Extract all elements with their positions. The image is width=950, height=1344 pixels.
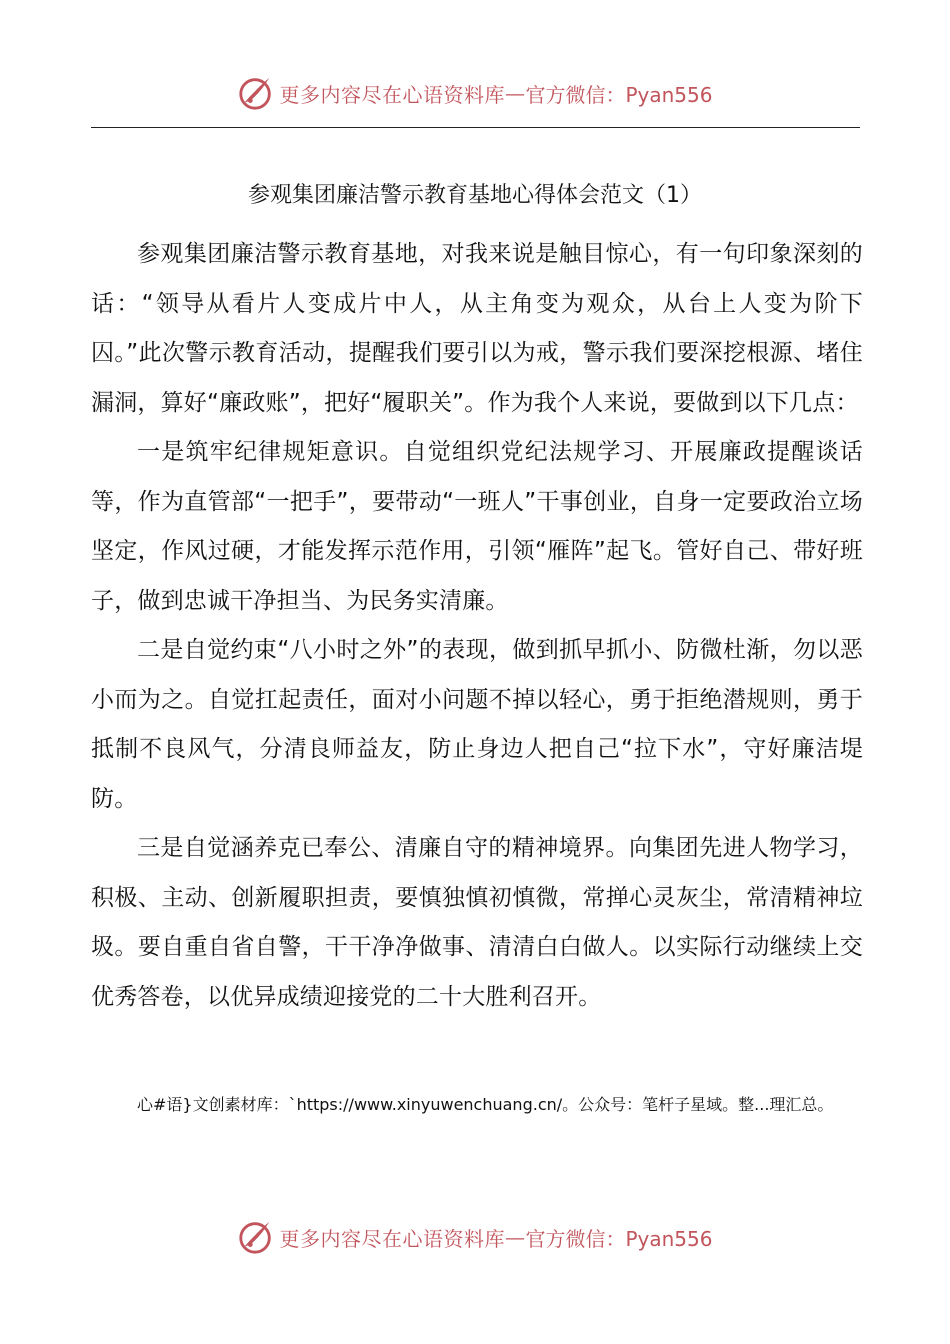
document-body — [91, 230, 863, 1022]
header-divider — [91, 127, 860, 128]
banner-slogan: 更多内容尽在心语资料库 — [279, 82, 505, 107]
document-title: 参观集团廉洁警示教育基地心得体会范文（1） — [248, 183, 702, 208]
banner-slogan: 更多内容尽在心语资料库 — [279, 1226, 505, 1251]
paragraph-intro: 参观集团廉洁警示教育基地，对我来说是触目惊心，有一句印象深刻的话：“领导从看片人变成片中人，从主角变为观众，从台上人变为阶下囚。”此次警示教育活动，提醒我们要引以为戒，警示我们要深挖根源、堵住漏洞，算好“廉政账”，把好“履职关”。作为我个人来说，要做到以下几点： — [91, 241, 863, 416]
footer-banner — [0, 1214, 950, 1260]
paragraph-point-1: 一是筑牢纪律规矩意识。自觉组织党纪法规学习、开展廉政提醒谈话等，作为直管部“一把手”，要带动“一班人”干事创业，自身一定要政治立场坚定，作风过硬，才能发挥示范作用，引领“雁阵”起飞。管好自己、带好班子，做到忠诚干净担当、为民务实清廉。 — [91, 439, 863, 614]
paragraph-point-3: 三是自觉涵养克已奉公、清廉自守的精神境界。向集团先进人物学习，积极、主动、创新履职担责，要慎独慎初慎微，常掸心灵灰尘，常清精神垃圾。要自重自省自警，干干净净做事、清清白白做人。以实际行动继续上交优秀答卷，以优异成绩迎接党的二十大胜利召开。 — [91, 835, 863, 1010]
quill-pen-logo-icon — [237, 74, 275, 112]
banner-wechat: 官方微信：Pyan556 — [525, 82, 713, 107]
banner-dash: — — [504, 1225, 526, 1249]
banner-dash: — — [504, 81, 526, 105]
header-banner — [0, 70, 950, 116]
paragraph-point-2: 二是自觉约束“八小时之外”的表现，做到抓早抓小、防微杜渐，勿以恶小而为之。自觉扛起责任，面对小问题不掉以轻心，勇于拒绝潜规则，勇于抵制不良风气，分清良师益友，防止身边人把自己“拉下水”，守好廉洁堤防。 — [91, 637, 863, 812]
source-footnote: 心#语}文创素材库：`https://www.xinyuwenchuang.cn/。公众号：笔杆子星域。整...理汇总。 — [137, 1095, 834, 1114]
banner-wechat: 官方微信：Pyan556 — [525, 1226, 713, 1251]
quill-pen-logo-icon — [237, 1218, 275, 1256]
